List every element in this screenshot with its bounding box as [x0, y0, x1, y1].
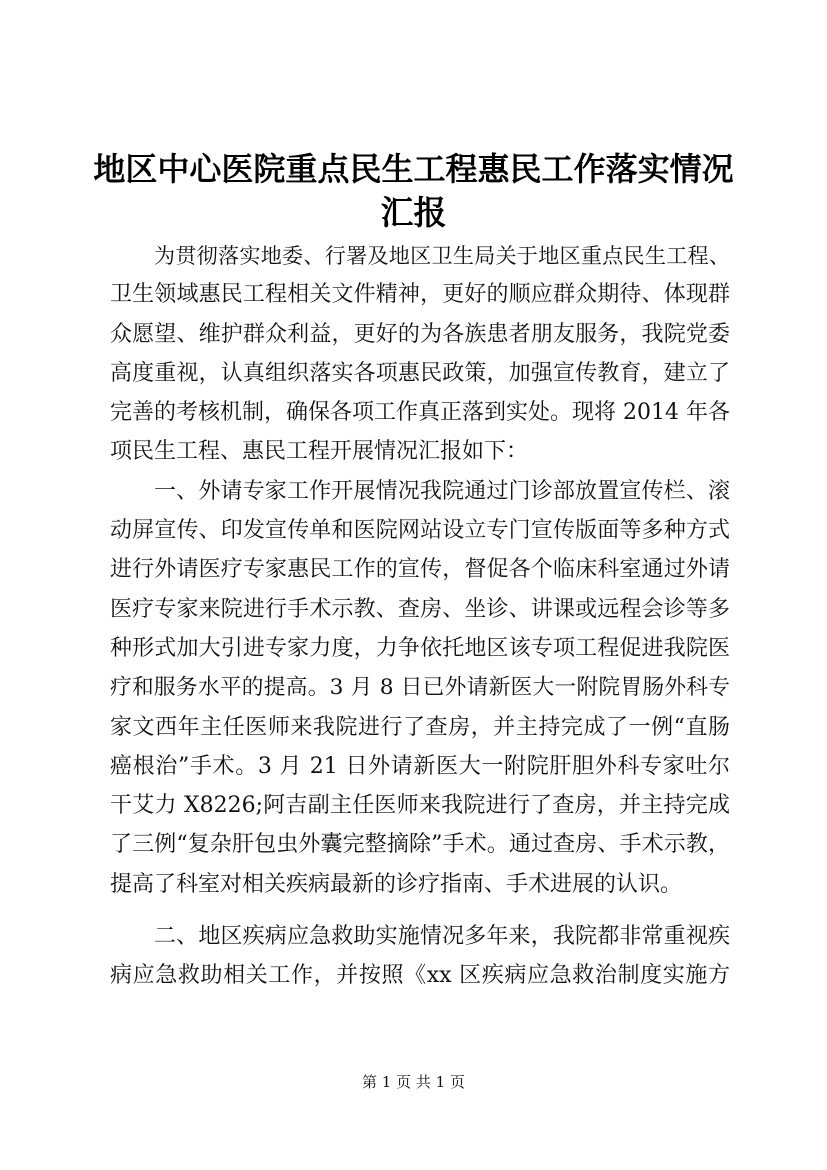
text-line: 家文西年主任医师来我院进行了查房，并主持完成了一例“直肠	[110, 714, 730, 740]
text-line: 种形式加大引进专家力度，力争依托地区该专项工程促进我院医	[110, 635, 730, 661]
page-footer: 第 1 页 共 1 页	[362, 1073, 465, 1091]
text-line: 提高了科室对相关疾病最新的诊疗指南、手术进展的认识。	[110, 871, 683, 897]
text-line: 动屏宣传、印发宣传单和医院网站设立专门宣传版面等多种方式	[110, 518, 730, 544]
title-line: 地区中心医院重点民生工程惠民工作落实情况	[93, 150, 734, 188]
text-line: 干艾力 X8226;阿吉副主任医师来我院进行了查房，并主持完成	[110, 793, 730, 819]
text-line: 二、地区疾病应急救助实施情况多年来，我院都非常重视疾	[154, 924, 730, 950]
text-line: 医疗专家来院进行手术示教、查房、坐诊、讲课或远程会诊等多	[110, 596, 730, 622]
paragraph	[110, 236, 730, 472]
text-line: 了三例“复杂肝包虫外囊完整摘除”手术。通过查房、手术示教，	[110, 832, 730, 858]
text-line: 项民生工程、惠民工程开展情况汇报如下：	[110, 439, 529, 465]
paragraph-gap	[110, 904, 730, 917]
text-line: 卫生领域惠民工程相关文件精神，更好的顺应群众期待、体现群	[110, 282, 730, 308]
paragraph	[110, 472, 730, 904]
text-line: 高度重视，认真组织落实各项惠民政策，加强宣传教育，建立了	[110, 360, 730, 386]
paragraph	[110, 917, 730, 996]
text-line: 癌根治”手术。3 月 21 日外请新医大一附院肝胆外科专家吐尔	[110, 753, 730, 779]
text-line: 完善的考核机制，确保各项工作真正落到实处。现将 2014 年各	[110, 400, 730, 426]
document-body	[110, 236, 730, 996]
text-line: 病应急救助相关工作，并按照《xx 区疾病应急救治制度实施方	[110, 963, 730, 989]
text-line: 一、外请专家工作开展情况我院通过门诊部放置宣传栏、滚	[154, 478, 730, 504]
text-line: 为贯彻落实地委、行署及地区卫生局关于地区重点民生工程、	[154, 243, 730, 268]
text-line: 进行外请医疗专家惠民工作的宣传，督促各个临床科室通过外请	[110, 557, 730, 583]
title-line: 汇报	[380, 193, 447, 232]
text-line: 疗和服务水平的提高。3 月 8 日已外请新医大一附院胃肠外科专	[110, 675, 730, 701]
document-title	[90, 147, 737, 235]
text-line: 众愿望、维护群众利益，更好的为各族患者朋友服务，我院党委	[110, 321, 730, 347]
